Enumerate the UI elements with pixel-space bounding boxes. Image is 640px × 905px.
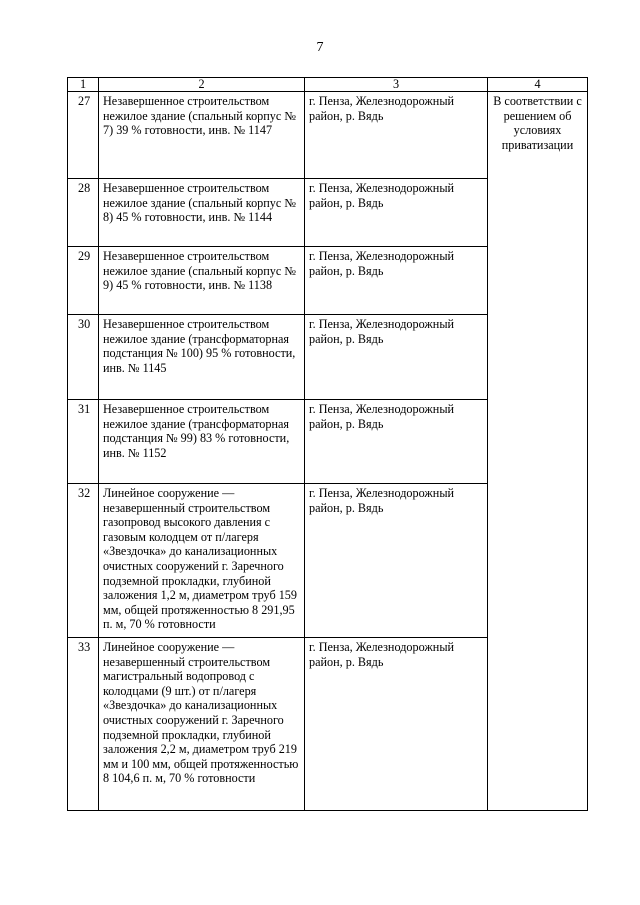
row-number: 30 bbox=[68, 315, 99, 400]
object-description: Незавершенное строительством нежилое здание (спальный корпус № 8) 45 % готовности, инв. № 1144 bbox=[99, 179, 305, 247]
object-description: Линейное сооружение — незавершенный строительством газопровод высокого давления с газовым колодцем от п/лагеря «Звездочка» до канализационных очистных сооружений г. Заречного подземной прокладки, глубиной заложения 1,2 м, диаметром труб 159 мм, общей протяженностью 8 291,95 п. м, 70 % готовности bbox=[99, 484, 305, 638]
column-header: 2 bbox=[99, 78, 305, 92]
row-number: 28 bbox=[68, 179, 99, 247]
row-number: 33 bbox=[68, 638, 99, 811]
object-location: г. Пенза, Железнодорожный район, р. Вядь bbox=[305, 179, 488, 247]
column-header: 3 bbox=[305, 78, 488, 92]
object-description: Незавершенное строительством нежилое здание (спальный корпус № 9) 45 % готовности, инв. № 1138 bbox=[99, 247, 305, 315]
object-location: г. Пенза, Железнодорожный район, р. Вядь bbox=[305, 92, 488, 179]
object-location: г. Пенза, Железнодорожный район, р. Вядь bbox=[305, 638, 488, 811]
row-number: 31 bbox=[68, 400, 99, 484]
table-header-row bbox=[68, 78, 588, 92]
object-description: Незавершенное строительством нежилое здание (трансформаторная подстанция № 100) 95 % готовности, инв. № 1145 bbox=[99, 315, 305, 400]
page-number: 7 bbox=[316, 40, 324, 55]
privatization-note: В соответствии с решением об условиях приватизации bbox=[488, 92, 588, 811]
object-location: г. Пенза, Железнодорожный район, р. Вядь bbox=[305, 247, 488, 315]
table-row bbox=[68, 92, 588, 179]
column-header: 1 bbox=[68, 78, 99, 92]
row-number: 29 bbox=[68, 247, 99, 315]
object-location: г. Пенза, Железнодорожный район, р. Вядь bbox=[305, 315, 488, 400]
object-location: г. Пенза, Железнодорожный район, р. Вядь bbox=[305, 484, 488, 638]
row-number: 27 bbox=[68, 92, 99, 179]
object-description: Линейное сооружение — незавершенный строительством магистральный водопровод с колодцами (9 шт.) от п/лагеря «Звездочка» до канализационных очистных сооружений г. Заречного подземной прокладки, глубиной заложения 2,2 м, диаметром труб 219 мм и 100 мм, общей протяженностью 8 104,6 п. м, 70 % готовности bbox=[99, 638, 305, 811]
column-header: 4 bbox=[488, 78, 588, 92]
object-description: Незавершенное строительством нежилое здание (спальный корпус № 7) 39 % готовности, инв. № 1147 bbox=[99, 92, 305, 179]
row-number: 32 bbox=[68, 484, 99, 638]
object-location: г. Пенза, Железнодорожный район, р. Вядь bbox=[305, 400, 488, 484]
property-table bbox=[67, 77, 588, 811]
object-description: Незавершенное строительством нежилое здание (трансформаторная подстанция № 99) 83 % готовности, инв. № 1152 bbox=[99, 400, 305, 484]
